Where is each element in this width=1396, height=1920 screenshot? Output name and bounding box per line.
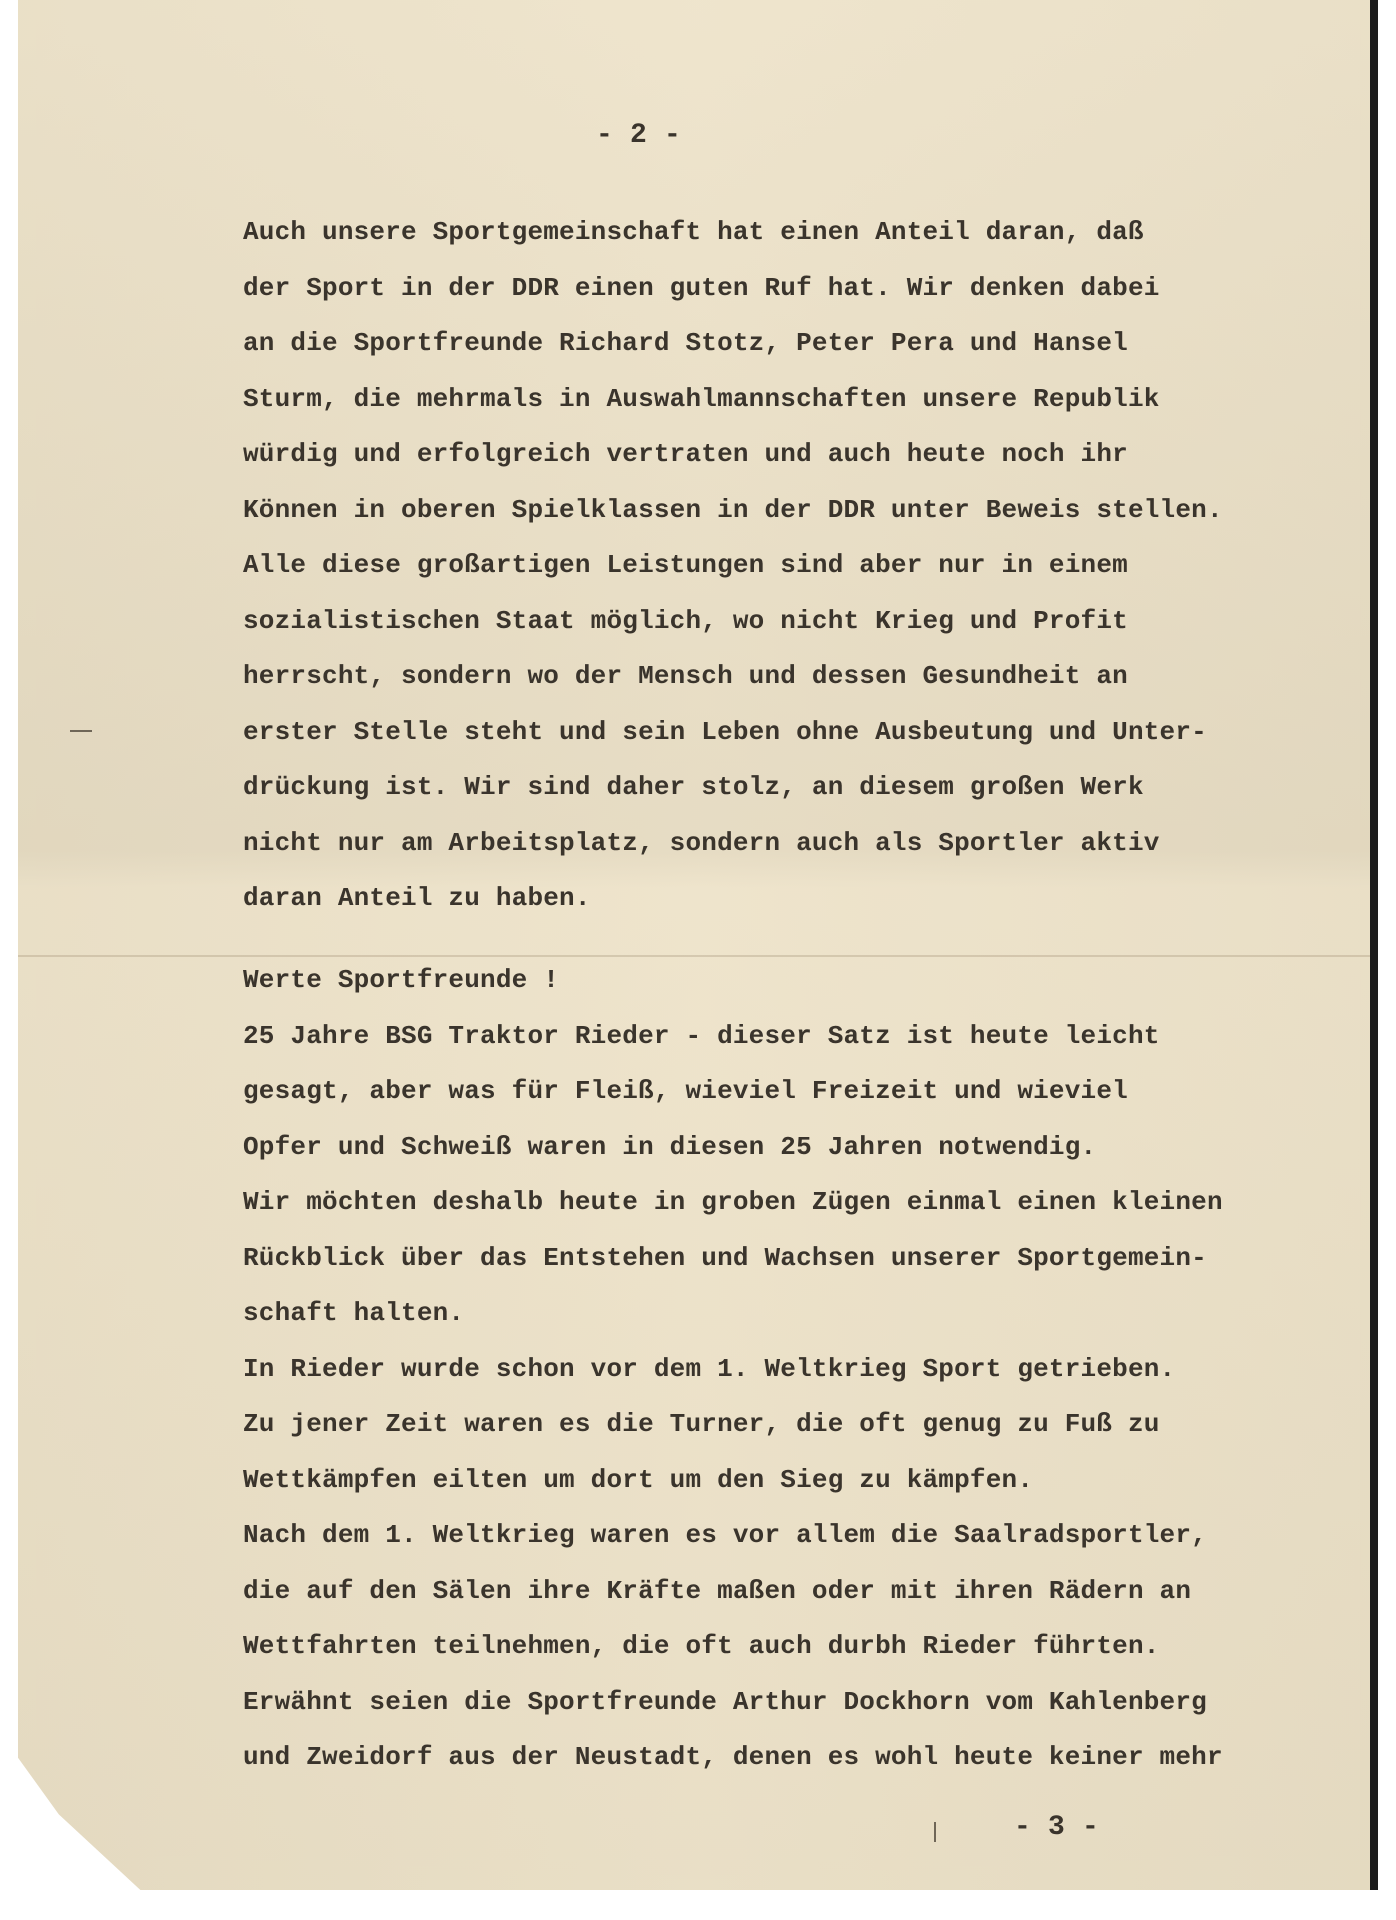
text-line: sozialistischen Staat möglich, wo nicht Krieg und Profit: [243, 605, 1128, 636]
text-line: daran Anteil zu haben.: [243, 883, 591, 913]
text-line: die auf den Sälen ihre Kräfte maßen oder mit ihren Rädern an: [243, 1575, 1192, 1606]
text-line: Rückblick über das Entstehen und Wachsen unserer Sportgemein-: [243, 1242, 1207, 1273]
text-line: an die Sportfreunde Richard Stotz, Peter Pera und Hansel: [243, 328, 1128, 358]
text-line: Auch unsere Sportgemeinschaft hat einen Anteil daran, daß: [243, 217, 1144, 247]
page-edge-shadow: [1370, 0, 1378, 1890]
text-line: Zu jener Zeit waren es die Turner, die oft genug zu Fuß zu: [243, 1409, 1160, 1439]
footer-tick-mark: [934, 1822, 936, 1842]
paragraph-1: [243, 205, 1223, 927]
text-line: Wir möchten deshalb heute in groben Zügen einmal einen kleinen: [243, 1187, 1223, 1217]
text-line: Nach dem 1. Weltkrieg waren es vor allem die Saalradsportler,: [243, 1520, 1207, 1550]
text-line: Wettkämpfen eilten um dort um den Sieg zu kämpfen.: [243, 1464, 1034, 1495]
text-line: nicht nur am Arbeitsplatz, sondern auch als Sportler aktiv: [243, 827, 1160, 858]
text-line: Alle diese großartigen Leistungen sind aber nur in einem: [243, 550, 1128, 580]
text-line: Opfer und Schweiß waren in diesen 25 Jahren notwendig.: [243, 1131, 1097, 1162]
text-line: herrscht, sondern wo der Mensch und dessen Gesundheit an: [243, 661, 1128, 691]
page-number: - 2 -: [596, 120, 682, 151]
next-page-number: - 3 -: [1014, 1812, 1100, 1843]
text-line: erster Stelle steht und sein Leben ohne Ausbeutung und Unter-: [243, 716, 1207, 747]
text-line: gesagt, aber was für Fleiß, wieviel Freizeit und wieviel: [243, 1076, 1128, 1106]
paragraph-2: [243, 953, 1223, 1786]
text-line: Können in oberen Spielklassen in der DDR unter Beweis stellen.: [243, 494, 1223, 525]
text-line: Erwähnt seien die Sportfreunde Arthur Dockhorn vom Kahlenberg: [243, 1686, 1207, 1717]
text-line: der Sport in der DDR einen guten Ruf hat. Wir denken dabei: [243, 272, 1160, 303]
text-line: 25 Jahre BSG Traktor Rieder - dieser Satz ist heute leicht: [243, 1020, 1160, 1051]
text-line: würdig und erfolgreich vertraten und auch heute noch ihr: [243, 439, 1128, 469]
text-line: In Rieder wurde schon vor dem 1. Weltkrieg Sport getrieben.: [243, 1353, 1176, 1384]
text-line: und Zweidorf aus der Neustadt, denen es wohl heute keiner mehr: [243, 1742, 1223, 1772]
text-line: Werte Sportfreunde !: [243, 965, 560, 995]
text-line: Sturm, die mehrmals in Auswahlmannschaften unsere Republik: [243, 383, 1160, 414]
text-line: Wettfahrten teilnehmen, die oft auch durbh Rieder führten.: [243, 1631, 1160, 1661]
text-line: schaft halten.: [243, 1298, 465, 1328]
margin-mark: [70, 730, 92, 732]
text-line: drückung ist. Wir sind daher stolz, an diesem großen Werk: [243, 772, 1144, 802]
